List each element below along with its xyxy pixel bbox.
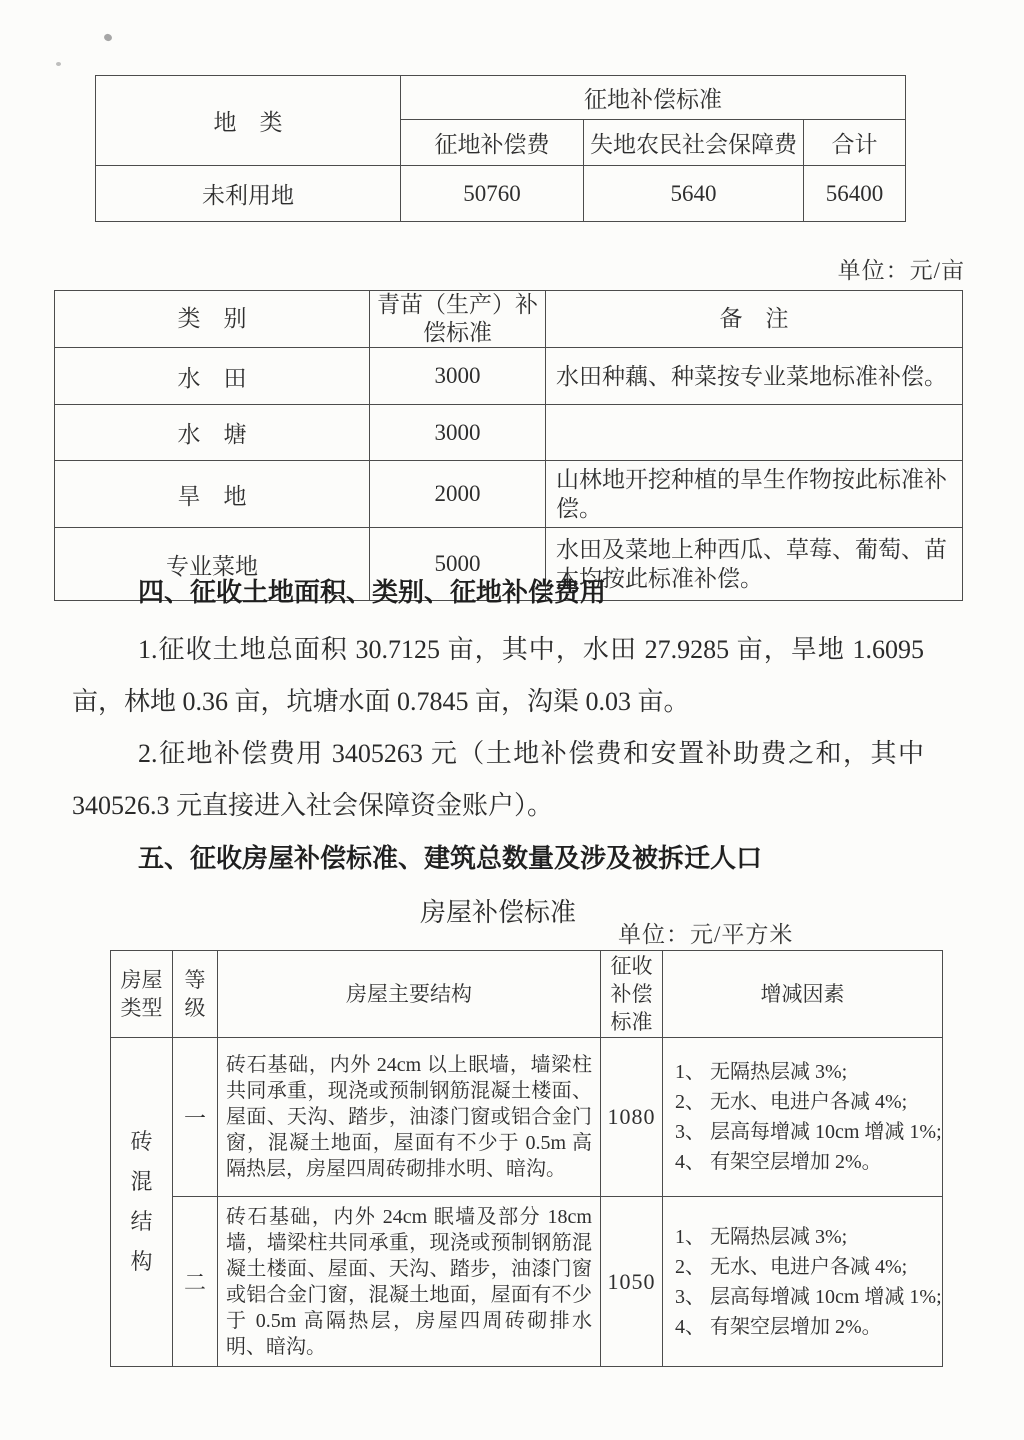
cell-value: 3000 (370, 405, 546, 461)
cell-grade: 二 (173, 1197, 218, 1367)
section5-heading: 五、征收房屋补偿标准、建筑总数量及涉及被拆迁人口 (138, 844, 763, 873)
table-row (55, 348, 963, 405)
body-text (72, 566, 924, 936)
cell-factors (663, 1038, 943, 1197)
cell-header-structure: 房屋主要结构 (218, 951, 601, 1038)
factor-line: 4、 有架空层增加 2%。 (675, 1315, 882, 1338)
table-row (55, 291, 963, 348)
table-row (96, 76, 906, 120)
factor-line: 4、 有架空层增加 2%。 (675, 1151, 882, 1173)
cell-structure: 砖石基础，内外 24cm 眠墙及部分 18cm 墙，墙梁柱共同承重，现浇或预制钢筋混凝土楼面、屋面、天沟、踏步，油漆门窗或铝合金门窗，混凝土地面，屋面有不少于 0.5m 高隔热层，房屋四周砖砌排水明、暗沟。 (218, 1197, 601, 1367)
crop-compensation-table (54, 290, 963, 601)
cell-category: 旱 地 (55, 461, 370, 528)
house-compensation-table (110, 950, 943, 1367)
cell-note (546, 405, 963, 461)
cell-standard: 1050 (601, 1197, 663, 1367)
cell-note: 水田及菜地上种西瓜、草莓、葡萄、苗木均按此标准补偿。 (546, 528, 963, 601)
land-compensation-table (95, 75, 906, 222)
section4-paragraph-1: 1.征收土地总面积 30.7125 亩，其中，水田 27.9285 亩，旱地 1.6095 亩，林地 0.36 亩，坑塘水面 0.7845 亩，沟渠 0.03 亩。 (72, 635, 924, 716)
cell-category: 专业菜地 (55, 528, 370, 601)
factor-line: 3、 层高每增减 10cm 增减 1%; (675, 1121, 942, 1143)
cell-factors (663, 1197, 943, 1367)
house-compensation-subtitle: 房屋补偿标准 (419, 898, 576, 927)
cell-house-type: 砖混结构 (111, 1038, 173, 1367)
table-row (111, 951, 943, 1038)
cell-subheader-total: 合计 (804, 120, 906, 166)
cell-value: 56400 (804, 166, 906, 222)
cell-value: 2000 (370, 461, 546, 528)
factor-line: 1、 无隔热层减 3%; (675, 1225, 848, 1248)
factor-line: 1、 无隔热层减 3%; (675, 1061, 848, 1083)
cell-category: 水 田 (55, 348, 370, 405)
cell-header-factors: 增减因素 (663, 951, 943, 1038)
cell-header-note: 备 注 (546, 291, 963, 348)
cell-subheader-social: 失地农民社会保障费 (584, 120, 804, 166)
cell-header-house-type: 房屋类型 (111, 951, 173, 1038)
unit-label-yuan-per-mu: 单位：元/亩 (837, 258, 965, 283)
table-row (111, 1197, 943, 1367)
cell-header-standard: 征收补偿标准 (601, 951, 663, 1038)
cell-note: 水田种藕、种菜按专业菜地标准补偿。 (546, 348, 963, 405)
scan-speck-icon (103, 33, 113, 42)
cell-value: 50760 (401, 166, 584, 222)
cell-header-standard: 青苗（生产）补偿标准 (370, 291, 546, 348)
cell-value: 5000 (370, 528, 546, 601)
cell-header-grade: 等级 (173, 951, 218, 1038)
table-row (55, 405, 963, 461)
section4-heading: 四、征收土地面积、类别、征地补偿费用 (138, 578, 607, 607)
factor-line: 2、 无水、电进户各减 4%; (675, 1255, 908, 1278)
cell-standard: 1080 (601, 1038, 663, 1197)
cell-land-class-header: 地 类 (96, 76, 401, 166)
cell-subheader-fee: 征地补偿费 (401, 120, 584, 166)
factor-line: 3、 层高每增减 10cm 增减 1%; (675, 1285, 942, 1308)
cell-category: 水 塘 (55, 405, 370, 461)
section4-paragraph-2: 2.征地补偿费用 3405263 元（土地补偿费和安置补助费之和，其中 340526.3 元直接进入社会保障资金账户）。 (72, 739, 924, 820)
table-row (96, 166, 906, 222)
unit-label-yuan-per-sqm: 单位：元/平方米 (618, 922, 794, 947)
cell-note: 山林地开挖种植的旱生作物按此标准补偿。 (546, 461, 963, 528)
cell-category: 未利用地 (96, 166, 401, 222)
cell-value: 5640 (584, 166, 804, 222)
cell-grade: 一 (173, 1038, 218, 1197)
factor-line: 2、 无水、电进户各减 4%; (675, 1091, 908, 1113)
cell-header-category: 类 别 (55, 291, 370, 348)
cell-value: 3000 (370, 348, 546, 405)
table-row (111, 1038, 943, 1197)
cell-structure: 砖石基础，内外 24cm 以上眠墙，墙梁柱共同承重，现浇或预制钢筋混凝土楼面、屋面、天沟、踏步，油漆门窗或铝合金门窗，混凝土地面，屋面有不少于 0.5m 高隔热层，房屋四周砖砌排水明、暗沟。 (218, 1038, 601, 1197)
scan-speck-icon (56, 62, 61, 66)
table-row (55, 461, 963, 528)
cell-group-header: 征地补偿标准 (401, 76, 906, 120)
